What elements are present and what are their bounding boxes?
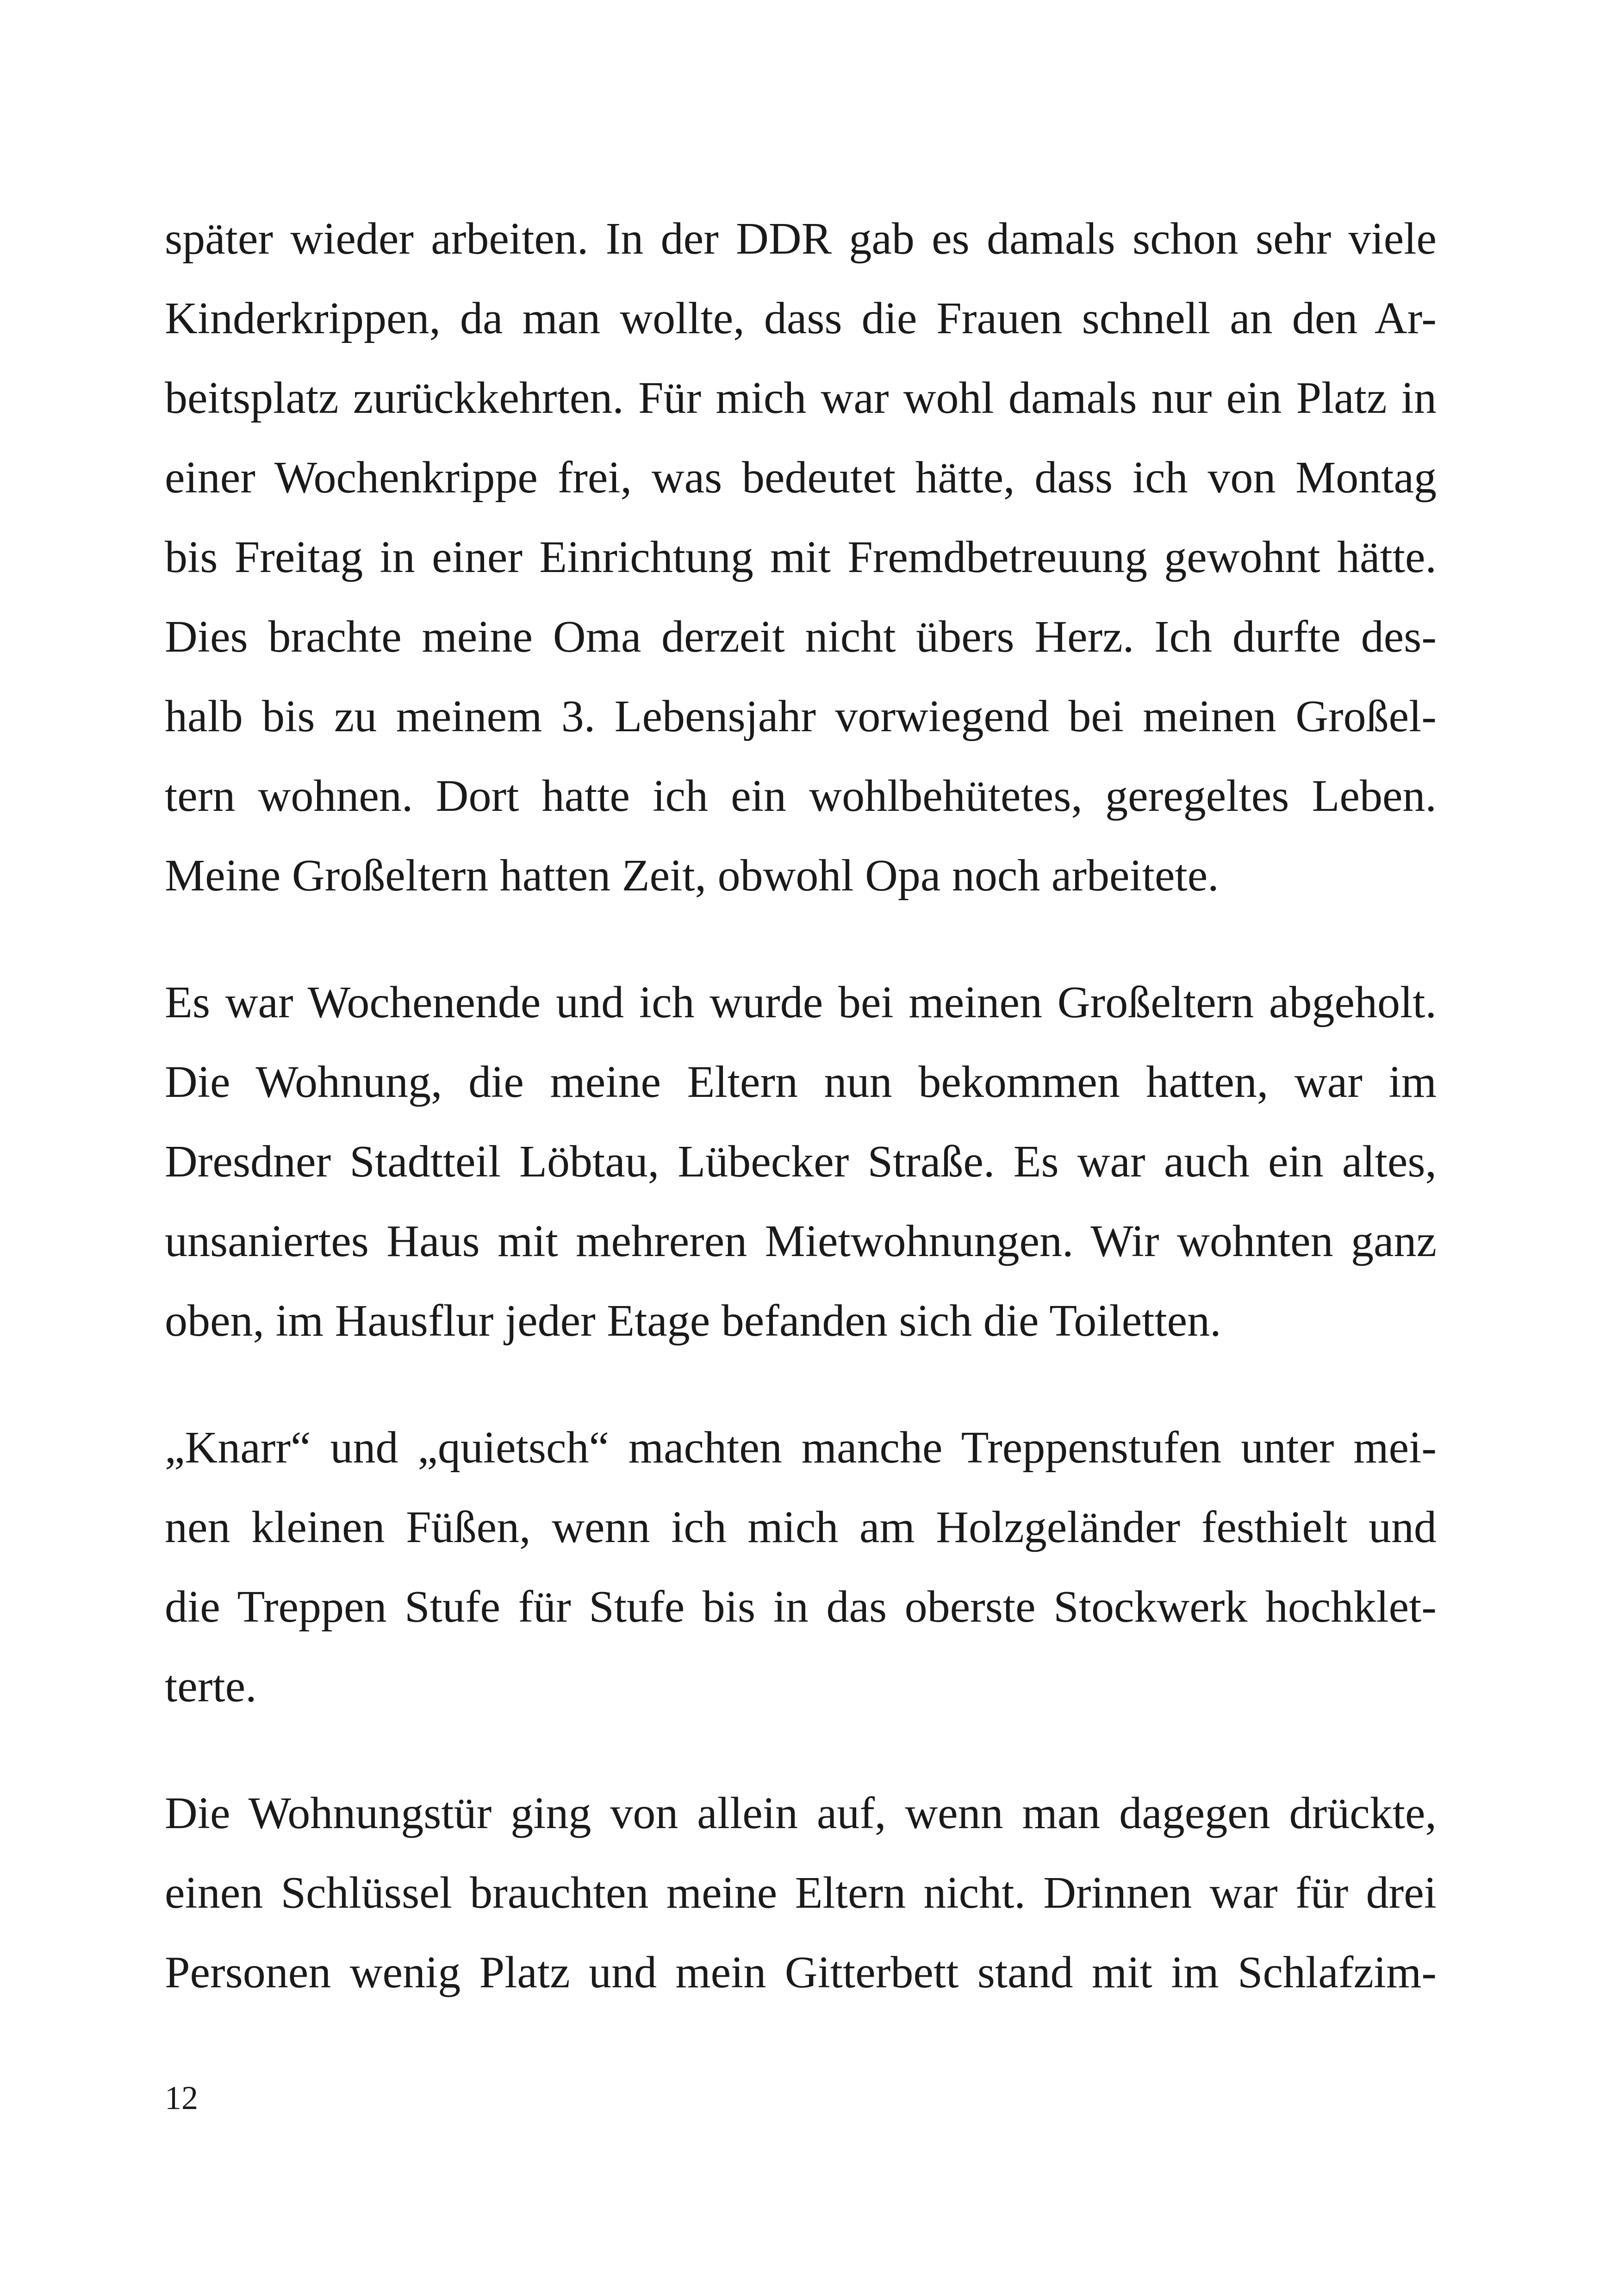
paragraph-3 <box>165 1408 1437 1726</box>
text-line: unsaniertes Haus mit mehreren Mietwohnungen. Wir wohnten ganz <box>165 1216 1437 1266</box>
text-line: nen kleinen Füßen, wenn ich mich am Holzgeländer festhielt und <box>165 1502 1437 1552</box>
text-line: Personen wenig Platz und mein Gitterbett stand mit im Schlafzim- <box>165 1948 1437 1997</box>
text-line: Die Wohnung, die meine Eltern nun bekommen hatten, war im <box>165 1057 1437 1107</box>
text-line: einer Wochenkrippe frei, was bedeutet hätte, dass ich von Montag <box>165 453 1437 503</box>
text-line: die Treppen Stufe für Stufe bis in das oberste Stockwerk hochklet- <box>165 1582 1437 1632</box>
text-line: Dies brachte meine Oma derzeit nicht übers Herz. Ich durfte des- <box>165 612 1437 662</box>
text-line: beitsplatz zurückkehrten. Für mich war wohl damals nur ein Platz in <box>165 373 1437 423</box>
text-line: Meine Großeltern hatten Zeit, obwohl Opa noch arbeitete. <box>165 851 1219 901</box>
body-text <box>165 199 1437 2012</box>
paragraph-gap <box>165 1361 1437 1408</box>
text-line: Dresdner Stadtteil Löbtau, Lübecker Straße. Es war auch ein altes, <box>165 1137 1437 1187</box>
text-line: Es war Wochenende und ich wurde bei meinen Großeltern abgeholt. <box>165 977 1437 1027</box>
page-number: 12 <box>165 2079 198 2116</box>
text-line: später wieder arbeiten. In der DDR gab es damals schon sehr viele <box>165 214 1437 264</box>
text-line: einen Schlüssel brauchten meine Eltern nicht. Drinnen war für drei <box>165 1868 1437 1918</box>
paragraph-4 <box>165 1773 1437 2012</box>
text-line: tern wohnen. Dort hatte ich ein wohlbehütetes, geregeltes Leben. <box>165 771 1437 821</box>
paragraph-2 <box>165 963 1437 1361</box>
text-line: bis Freitag in einer Einrichtung mit Fremdbetreuung gewohnt hätte. <box>165 532 1437 582</box>
text-line: halb bis zu meinem 3. Lebensjahr vorwiegend bei meinen Großel- <box>165 691 1437 741</box>
paragraph-gap <box>165 915 1437 963</box>
text-line: terte. <box>165 1661 257 1711</box>
paragraph-1 <box>165 199 1437 915</box>
paragraph-gap <box>165 1726 1437 1773</box>
text-line: Kinderkrippen, da man wollte, dass die Frauen schnell an den Ar- <box>165 293 1437 343</box>
text-line: oben, im Hausflur jeder Etage befanden sich die Toiletten. <box>165 1296 1221 1346</box>
text-line: Die Wohnungstür ging von allein auf, wenn man dagegen drückte, <box>165 1788 1437 1838</box>
text-line: „Knarr“ und „quietsch“ machten manche Treppenstufen unter mei- <box>165 1423 1437 1473</box>
